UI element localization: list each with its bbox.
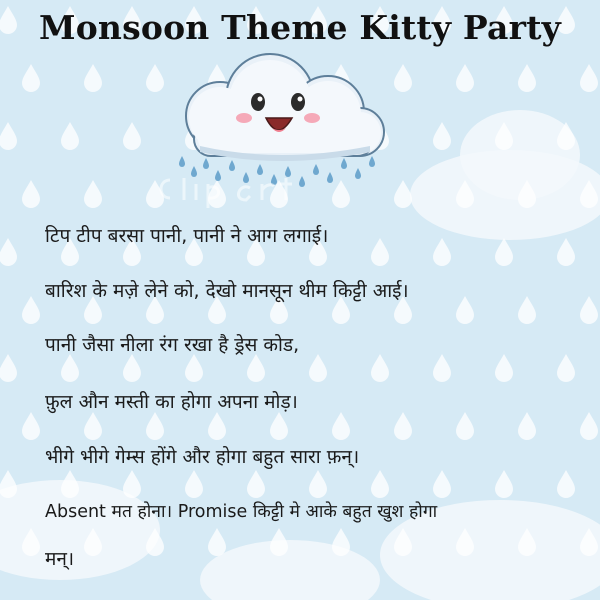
raindrop-icon xyxy=(61,470,79,498)
raindrop-icon xyxy=(332,528,350,556)
raindrop-icon xyxy=(123,122,141,150)
poem-line-1: टिप टीप बरसा पानी, पानी ने आग लगाई। xyxy=(45,225,329,247)
raindrop-icon xyxy=(518,412,536,440)
raindrop-icon xyxy=(394,528,412,556)
raindrop-icon xyxy=(557,238,575,266)
raindrop-icon xyxy=(580,64,598,92)
raindrop-icon xyxy=(518,528,536,556)
raindrop-icon xyxy=(580,180,598,208)
raindrop-icon xyxy=(22,412,40,440)
raindrop-icon xyxy=(433,122,451,150)
raindrop-icon xyxy=(557,122,575,150)
raindrop-icon xyxy=(84,528,102,556)
raindrop-icon xyxy=(518,296,536,324)
poem-line-3: पानी जैसा नीला रंग रखा है ड्रेस कोड, xyxy=(45,334,300,356)
raindrop-icon xyxy=(580,412,598,440)
raindrop-icon xyxy=(580,296,598,324)
raindrop-icon xyxy=(208,528,226,556)
raindrop-icon xyxy=(580,528,598,556)
raindrop-icon xyxy=(309,354,327,382)
poem-line-4: फ़ुल औन मस्ती का होगा अपना मोड़। xyxy=(45,391,298,413)
raindrop-icon xyxy=(371,238,389,266)
poem-line-6: Absent मत होना। Promise किट्टी मे आके बहुत खुश होगा xyxy=(45,502,438,522)
poem-line-7: मन्। xyxy=(45,548,75,570)
raindrop-icon xyxy=(146,528,164,556)
raindrop-icon xyxy=(332,412,350,440)
raindrop-icon xyxy=(433,470,451,498)
poem-line-2: बारिश के मज़े लेने को, देखो मानसून थीम किट्टी आई। xyxy=(45,280,409,302)
raindrop-icon xyxy=(456,528,474,556)
raindrop-icon xyxy=(270,412,288,440)
raindrop-icon xyxy=(123,354,141,382)
raindrop-icon xyxy=(371,470,389,498)
raindrop-icon xyxy=(146,412,164,440)
raindrop-icon xyxy=(518,64,536,92)
raindrop-icon xyxy=(518,180,536,208)
raindrop-icon xyxy=(0,470,17,498)
raindrop-icon xyxy=(185,470,203,498)
raindrop-icon xyxy=(123,470,141,498)
raindrop-icon xyxy=(495,354,513,382)
raindrop-icon xyxy=(61,354,79,382)
raindrop-icon xyxy=(0,122,17,150)
raindrop-icon xyxy=(247,470,265,498)
raindrop-icon xyxy=(456,296,474,324)
raindrop-icon xyxy=(557,354,575,382)
page-title: Monsoon Theme Kitty Party xyxy=(38,8,562,47)
raindrop-icon xyxy=(270,528,288,556)
raindrop-icon xyxy=(456,412,474,440)
raindrop-icon xyxy=(456,180,474,208)
raindrop-icon xyxy=(495,238,513,266)
raindrop-icon xyxy=(495,470,513,498)
raindrop-icon xyxy=(0,238,17,266)
raindrop-icon xyxy=(84,412,102,440)
raindrop-icon xyxy=(247,354,265,382)
raindrop-icon xyxy=(22,64,40,92)
raindrop-icon xyxy=(208,412,226,440)
raindrop-icon xyxy=(557,470,575,498)
raindrop-icon xyxy=(22,296,40,324)
raindrop-icon xyxy=(22,528,40,556)
poem-line-5: भीगे भीगे गेम्स होंगे और होगा बहुत सारा फ़न्। xyxy=(45,446,360,468)
raindrop-icon xyxy=(433,354,451,382)
raindrop-icon xyxy=(371,354,389,382)
raindrop-icon xyxy=(495,122,513,150)
raindrop-icon xyxy=(394,412,412,440)
raindrop-icon xyxy=(309,470,327,498)
raindrop-icon xyxy=(0,354,17,382)
raindrop-icon xyxy=(22,180,40,208)
raindrop-icon xyxy=(84,180,102,208)
raindrop-icon xyxy=(433,238,451,266)
watermark-logo xyxy=(150,170,390,210)
raindrop-icon xyxy=(185,354,203,382)
raindrop-icon xyxy=(84,64,102,92)
raindrop-icon xyxy=(61,122,79,150)
raindrop-icon xyxy=(456,64,474,92)
